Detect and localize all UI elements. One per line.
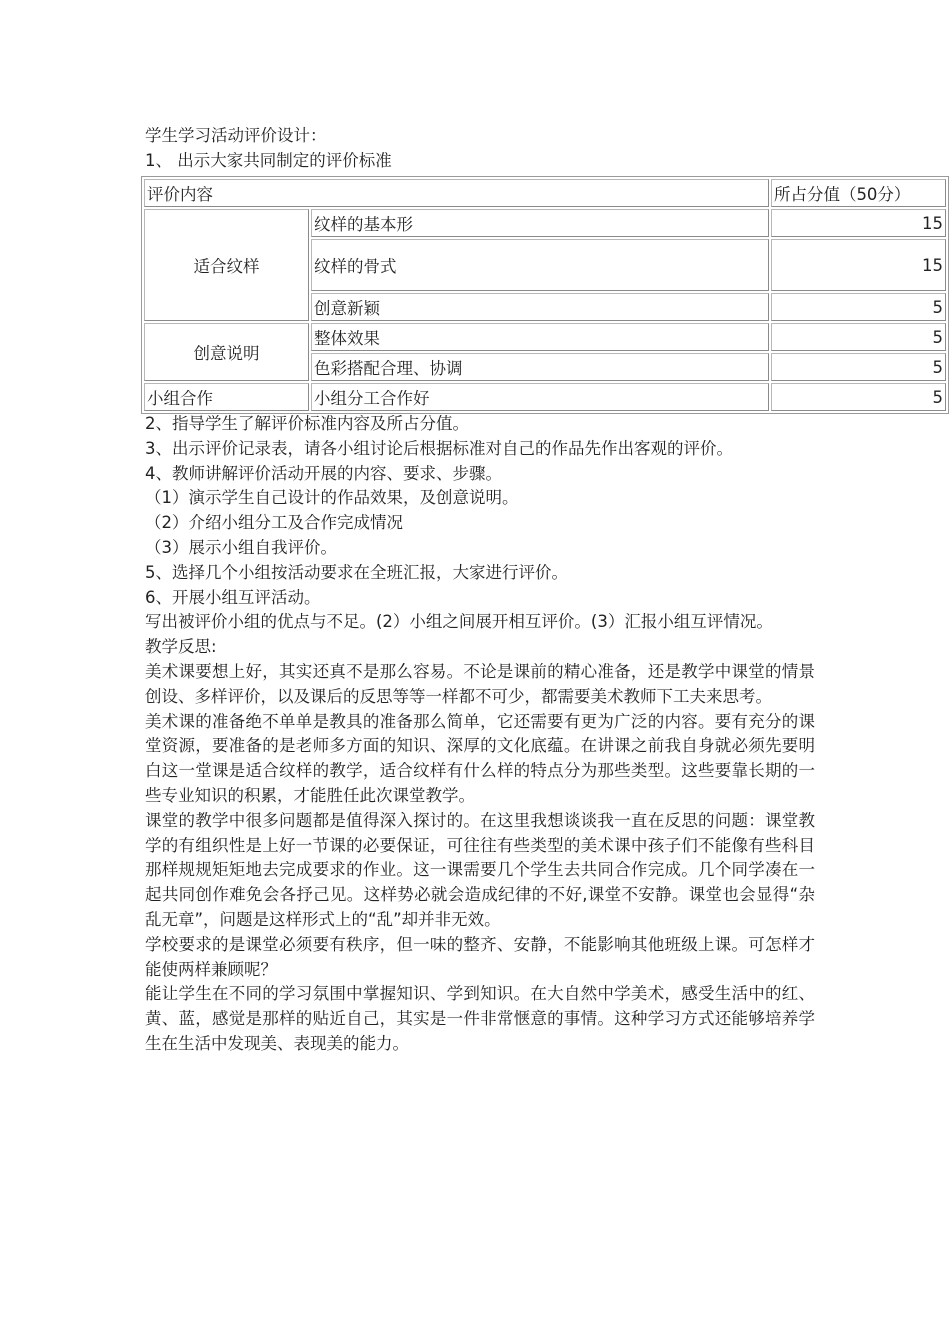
criterion-item: 纹样的基本形 — [311, 209, 769, 237]
header-score: 所占分值（50分） — [771, 179, 946, 207]
step-1: 1、 出示大家共同制定的评价标准 — [145, 150, 392, 170]
criterion-score: 5 — [771, 353, 946, 381]
table-row — [144, 209, 946, 237]
reflection-paragraph: 美术课的准备绝不单单是教具的准备那么简单，它还需要有更为广泛的内容。要有充分的课堂资源，要准备的是老师多方面的知识、深厚的文化底蕴。在讲课之前我自身就必须先要明白这一堂课是适合纹样的教学，适合纹样有什么样的特点分为那些类型。这些要靠长期的一些专业知识的积累，才能胜任此次课堂教学。 — [145, 711, 815, 805]
reflection-paragraph: 课堂的教学中很多问题都是值得深入探讨的。在这里我想谈谈我一直在反思的问题：课堂教学的有组织性是上好一节课的必要保证，可往往有些类型的美术课中孩子们不能像有些科目那样规规矩矩地去完成要求的作业。这一课需要几个学生去共同合作完成。几个同学凑在一起共同创作难免会各抒己见。这样势必就会造成纪律的不好,课堂不安静。课堂也会显得“杂乱无章”，问题是这样形式上的“乱”却并非无效。 — [145, 810, 815, 929]
step-4-sub-3: （3）展示小组自我评价。 — [145, 537, 337, 557]
document-body — [145, 412, 815, 1057]
step-6-detail: 写出被评价小组的优点与不足。(2）小组之间展开相互评价。(3）汇报小组互评情况。 — [145, 612, 773, 632]
criterion-score: 5 — [771, 383, 946, 411]
criterion-item: 创意新颖 — [311, 293, 769, 321]
evaluation-table — [141, 176, 949, 414]
table-row — [144, 323, 946, 351]
reflection-paragraph: 能让学生在不同的学习氛围中掌握知识、学到知识。在大自然中学美术，感受生活中的红、黄、蓝，感觉是那样的贴近自己，其实是一件非常惬意的事情。这种学习方式还能够培养学生在生活中发现美、表现美的能力。 — [145, 984, 815, 1053]
evaluation-table-container — [141, 176, 949, 414]
table-row — [144, 383, 946, 411]
group-name: 适合纹样 — [144, 209, 309, 321]
step-3: 3、出示评价记录表，请各小组讨论后根据标准对自己的作品先作出客观的评价。 — [145, 438, 733, 458]
step-2: 2、指导学生了解评价标准内容及所占分值。 — [145, 414, 469, 433]
group-name: 小组合作 — [144, 383, 309, 411]
step-4-sub-1: （1）演示学生自己设计的作品效果，及创意说明。 — [145, 488, 519, 508]
reflection-paragraph: 美术课要想上好，其实还真不是那么容易。不论是课前的精心准备，还是教学中课堂的情景创设、多样评价，以及课后的反思等等一样都不可少，都需要美术教师下工夫来思考。 — [145, 661, 815, 706]
criterion-score: 5 — [771, 323, 946, 351]
table-header-row — [144, 179, 946, 207]
section-heading: 学生学习活动评价设计： — [145, 126, 327, 145]
criterion-score: 15 — [771, 209, 946, 237]
criterion-item: 小组分工合作好 — [311, 383, 769, 411]
criterion-item: 色彩搭配合理、协调 — [311, 353, 769, 381]
step-6: 6、开展小组互评活动。 — [145, 587, 321, 607]
step-5: 5、选择几个小组按活动要求在全班汇报，大家进行评价。 — [145, 562, 568, 582]
step-4: 4、教师讲解评价活动开展的内容、要求、步骤。 — [145, 463, 502, 483]
document-header — [145, 124, 815, 173]
header-content: 评价内容 — [144, 179, 769, 207]
group-name: 创意说明 — [144, 323, 309, 381]
reflection-paragraph: 学校要求的是课堂必须要有秩序，但一味的整齐、安静，不能影响其他班级上课。可怎样才能使两样兼顾呢？ — [145, 934, 815, 979]
reflection-title: 教学反思: — [145, 637, 217, 657]
criterion-item: 整体效果 — [311, 323, 769, 351]
step-4-sub-2: （2）介绍小组分工及合作完成情况 — [145, 513, 403, 533]
criterion-item: 纹样的骨式 — [311, 239, 769, 291]
criterion-score: 5 — [771, 293, 946, 321]
criterion-score: 15 — [771, 239, 946, 291]
